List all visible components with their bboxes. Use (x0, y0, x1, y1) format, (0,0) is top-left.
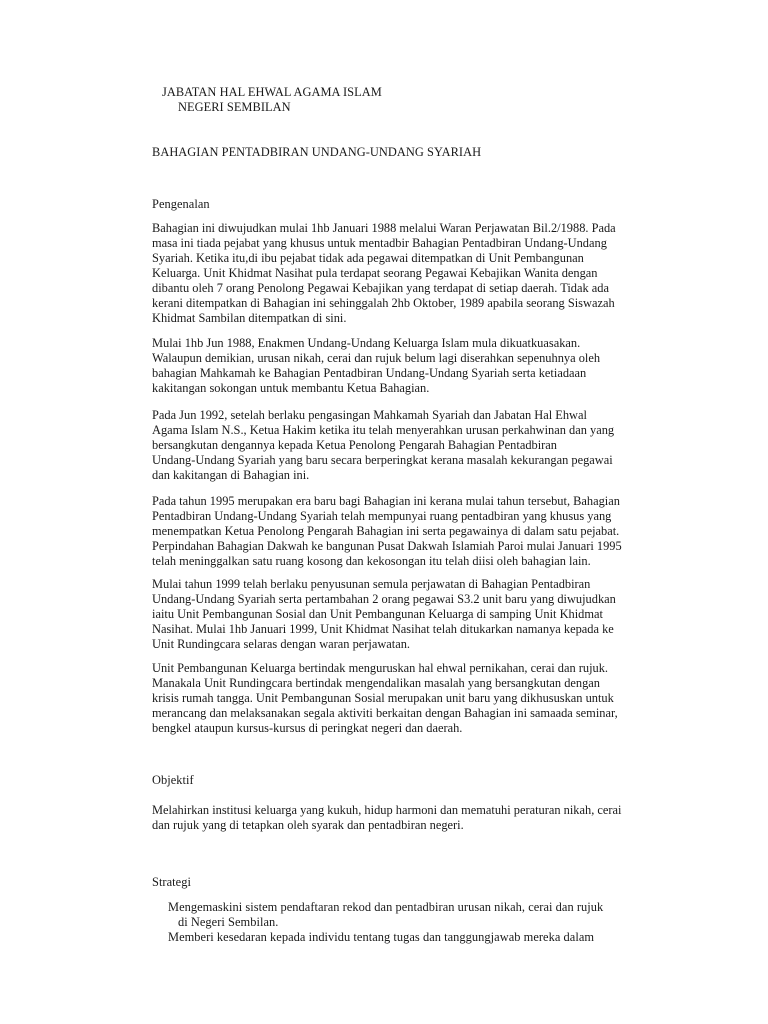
objective-text: Melahirkan institusi keluarga yang kukuh, hidup harmoni dan mematuhi peraturan nikah, cerai dan rujuk yang di tetapkan oleh syarak dan pentadbiran negeri. (152, 803, 622, 832)
intro-paragraph-5: Mulai tahun 1999 telah berlaku penyusunan semula perjawatan di Bahagian Pentadbiran Undang-Undang Syariah serta pertambahan 2 orang pegawai S3.2 unit baru yang diwujudkan iaitu Unit Pembangunan Sosial dan Unit Pembangunan Keluarga di samping Unit Khidmat Nasihat. Mulai 1hb Januari 1999, Unit Khidmat Nasihat telah ditukarkan namanya kepada ke Unit Rundingcara selaras dengan waran perjawatan. (152, 577, 616, 651)
strategy-item-1: Mengemaskini sistem pendaftaran rekod dan pentadbiran urusan nikah, cerai dan rujuk (168, 900, 604, 914)
intro-paragraph-4: Pada tahun 1995 merupakan era baru bagi Bahagian ini kerana mulai tahun tersebut, Bahagian Pentadbiran Undang-Undang Syariah telah mempunyai ruang pentadbiran yang khusus yang menempatkan Ketua Penolong Pengarah Bahagian ini serta pegawainya di dalam satu pejabat. Perpindahan Bahagian Dakwah ke bangunan Pusat Dakwah Islamiah Paroi mulai Januari 1995 telah meninggalkan satu ruang kosong dan kekosongan itu telah diisi oleh bahagian lain. (152, 494, 622, 568)
intro-paragraph-1: Bahagian ini diwujudkan mulai 1hb Januari 1988 melalui Waran Perjawatan Bil.2/1988. Pada masa ini tiada pejabat yang khusus untuk mentadbir Bahagian Pentadbiran Undang-Undang Syariah. Ketika itu,di ibu pejabat tidak ada pegawai ditempatkan di Unit Pembangunan Keluarga. Unit Khidmat Nasihat pula terdapat seorang Pegawai Kebajikan Wanita dengan dibantu oleh 7 orang Penolong Pegawai Kebajikan yang terdapat di setiap daerah. Tidak ada kerani ditempatkan di Bahagian ini sehinggalah 2hb Oktober, 1989 apabila seorang Siswazah Khidmat Sambilan ditempatkan di sini. (152, 221, 616, 325)
intro-paragraph-6: Unit Pembangunan Keluarga bertindak menguruskan hal ehwal pernikahan, cerai dan rujuk. Manakala Unit Rundingcara bertindak mengendalikan masalah yang bersangkutan dengan krisis rumah tangga. Unit Pembangunan Sosial merupakan unit baru yang dikhususkan untuk merancang dan melaksanakan segala aktiviti berkaitan dengan Bahagian ini samaada seminar, bengkel ataupun kursus-kursus di peringkat negeri dan daerah. (152, 661, 618, 735)
state-name: NEGERI SEMBILAN (178, 100, 291, 114)
strategy-item-1-continued: di Negeri Sembilan. (178, 915, 279, 929)
section-title: BAHAGIAN PENTADBIRAN UNDANG-UNDANG SYARIAH (152, 145, 482, 159)
intro-paragraph-3: Pada Jun 1992, setelah berlaku pengasingan Mahkamah Syariah dan Jabatan Hal Ehwal Agama Islam N.S., Ketua Hakim ketika itu telah menyerahkan urusan perkahwinan dan yang bersangkutan dengannya kepada Ketua Penolong Pengarah Bahagian Pentadbiran Undang-Undang Syariah yang baru secara berperingkat kerana masalah kekurangan pegawai dan kakitangan di Bahagian ini. (152, 408, 615, 482)
intro-heading: Pengenalan (152, 197, 210, 211)
department-name: JABATAN HAL EHWAL AGAMA ISLAM (162, 85, 382, 99)
strategy-heading: Strategi (152, 875, 191, 889)
strategy-item-2: Memberi kesedaran kepada individu tentang tugas dan tanggungjawab mereka dalam (168, 930, 595, 944)
intro-paragraph-2: Mulai 1hb Jun 1988, Enakmen Undang-Undang Keluarga Islam mula dikuatkuasakan. Walaupun demikian, urusan nikah, cerai dan rujuk belum lagi diserahkan sepenuhnya oleh bahagian Mahkamah ke Bahagian Pentadbiran Undang-Undang Syariah serta ketiadaan kakitangan sokongan untuk membantu Ketua Bahagian. (152, 336, 601, 395)
objective-heading: Objektif (152, 773, 194, 787)
